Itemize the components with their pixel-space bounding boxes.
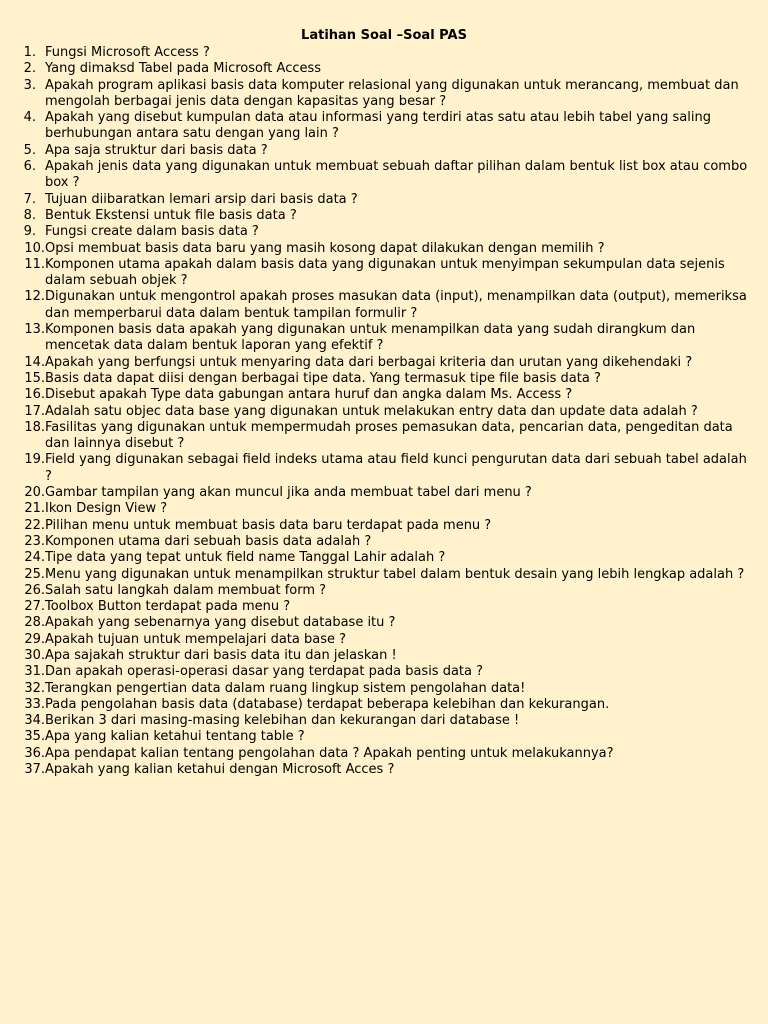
question-number: 26. xyxy=(24,582,45,598)
question-item xyxy=(20,746,748,762)
question-number: 8. xyxy=(23,207,36,223)
question-item xyxy=(20,648,748,664)
question-item xyxy=(20,729,748,745)
question-number: 35. xyxy=(24,729,45,745)
question-number: 28. xyxy=(24,615,45,631)
question-text: Salah satu langkah dalam membuat form ? xyxy=(45,582,327,598)
question-text: Yang dimaksd Tabel pada Microsoft Access xyxy=(45,61,322,77)
question-number: 31. xyxy=(24,664,45,680)
question-text: Disebut apakah Type data gabungan antara huruf dan angka dalam Ms. Access ? xyxy=(45,387,573,403)
question-item xyxy=(20,567,748,583)
question-text: Komponen basis data apakah yang digunakan untuk menampilkan data yang sudah dirangkum dan mencetak data dalam bentuk laporan yang efektif ? xyxy=(45,322,696,354)
question-item xyxy=(20,192,748,208)
question-text: Apakah program aplikasi basis data komputer relasional yang digunakan untuk merancang, membuat dan mengolah berbagai jenis data dengan kapasitas yang besar ? xyxy=(45,77,739,109)
question-number: 3. xyxy=(23,77,36,93)
question-text: Dan apakah operasi-operasi dasar yang terdapat pada basis data ? xyxy=(45,664,484,680)
question-text: Berikan 3 dari masing-masing kelebihan dan kekurangan dari database ! xyxy=(45,713,520,729)
question-item xyxy=(20,159,748,192)
question-number: 18. xyxy=(24,419,45,435)
question-item xyxy=(20,697,748,713)
question-item xyxy=(20,289,748,322)
question-item xyxy=(20,387,748,403)
question-text: Apa yang kalian ketahui tentang table ? xyxy=(45,729,305,745)
question-number: 4. xyxy=(23,110,36,126)
question-number: 1. xyxy=(23,45,36,60)
question-text: Gambar tampilan yang akan muncul jika anda membuat tabel dari menu ? xyxy=(45,485,532,501)
question-item xyxy=(20,550,748,566)
question-text: Terangkan pengertian data dalam ruang lingkup sistem pengolahan data! xyxy=(45,680,526,696)
question-item xyxy=(20,485,748,501)
question-number: 9. xyxy=(23,224,36,240)
document-title: Latihan Soal –Soal PAS xyxy=(301,28,467,43)
question-item xyxy=(20,599,748,615)
question-text: Bentuk Ekstensi untuk file basis data ? xyxy=(45,207,297,223)
question-item xyxy=(20,208,748,224)
question-item xyxy=(20,518,748,534)
question-text: Apa sajakah struktur dari basis data itu dan jelaskan ! xyxy=(45,647,397,663)
question-item xyxy=(20,241,748,257)
question-item xyxy=(20,355,748,371)
question-text: Pilihan menu untuk membuat basis data baru terdapat pada menu ? xyxy=(45,517,492,533)
question-text: Fungsi Microsoft Access ? xyxy=(45,45,210,60)
question-item xyxy=(20,452,748,485)
question-number: 22. xyxy=(24,517,45,533)
question-number: 27. xyxy=(24,599,45,615)
question-number: 6. xyxy=(23,159,36,175)
question-list xyxy=(20,45,748,778)
question-text: Apakah yang berfungsi untuk menyaring data dari berbagai kriteria dan urutan yang dikehendaki ? xyxy=(45,354,693,370)
question-text: Komponen utama dari sebuah basis data adalah ? xyxy=(45,533,372,549)
question-item xyxy=(20,762,748,778)
question-number: 30. xyxy=(24,647,45,663)
question-item xyxy=(20,78,748,111)
question-text: Opsi membuat basis data baru yang masih kosong dapat dilakukan dengan memilih ? xyxy=(45,240,605,256)
question-number: 12. xyxy=(24,289,45,305)
question-number: 2. xyxy=(23,61,36,77)
question-item xyxy=(20,224,748,240)
question-text: Field yang digunakan sebagai field indeks utama atau field kunci pengurutan data dari sebuah tabel adalah ? xyxy=(45,452,747,484)
question-number: 14. xyxy=(24,354,45,370)
question-text: Toolbox Button terdapat pada menu ? xyxy=(45,599,291,615)
question-number: 11. xyxy=(24,256,45,272)
question-item xyxy=(20,615,748,631)
question-item xyxy=(20,713,748,729)
question-number: 16. xyxy=(24,387,45,403)
question-text: Komponen utama apakah dalam basis data yang digunakan untuk menyimpan sekumpulan data sejenis dalam sebuah objek ? xyxy=(45,256,725,289)
question-text: Digunakan untuk mengontrol apakah proses masukan data (input), menampilkan data (output), memeriksa dan memperbarui data dalam bentuk tampilan formulir ? xyxy=(45,289,747,321)
question-text: Apakah yang sebenarnya yang disebut database itu ? xyxy=(45,615,396,631)
question-number: 34. xyxy=(24,713,45,729)
question-item xyxy=(20,404,748,420)
question-number: 7. xyxy=(23,191,36,207)
question-number: 5. xyxy=(23,142,36,158)
question-item xyxy=(20,61,748,77)
question-number: 33. xyxy=(24,696,45,712)
question-number: 15. xyxy=(24,370,45,386)
question-text: Adalah satu objec data base yang digunakan untuk melakukan entry data dan update data adalah ? xyxy=(45,403,698,419)
question-item xyxy=(20,257,748,290)
question-text: Ikon Design View ? xyxy=(45,501,168,517)
question-text: Fasilitas yang digunakan untuk mempermudah proses pemasukan data, pencarian data, pengeditan data dan lainnya disebut ? xyxy=(45,419,733,452)
question-number: 13. xyxy=(24,322,45,338)
question-item xyxy=(20,143,748,159)
question-text: Apakah jenis data yang digunakan untuk membuat sebuah daftar pilihan dalam bentuk list box atau combo box ? xyxy=(45,159,748,191)
question-number: 24. xyxy=(24,550,45,566)
question-number: 29. xyxy=(24,631,45,647)
question-item xyxy=(20,664,748,680)
question-text: Apakah yang kalian ketahui dengan Microsoft Acces ? xyxy=(45,762,395,778)
question-item xyxy=(20,371,748,387)
question-number: 21. xyxy=(24,501,45,517)
question-item xyxy=(20,501,748,517)
question-item xyxy=(20,534,748,550)
question-number: 37. xyxy=(24,762,45,778)
question-number: 25. xyxy=(24,566,45,582)
question-number: 23. xyxy=(24,533,45,549)
question-item xyxy=(20,110,748,143)
question-number: 32. xyxy=(24,680,45,696)
question-text: Pada pengolahan basis data (database) terdapat beberapa kelebihan dan kekurangan. xyxy=(45,696,610,712)
question-text: Fungsi create dalam basis data ? xyxy=(45,224,259,240)
question-number: 20. xyxy=(24,485,45,501)
question-number: 17. xyxy=(24,403,45,419)
question-text: Menu yang digunakan untuk menampilkan struktur tabel dalam bentuk desain yang lebih lengkap adalah ? xyxy=(45,566,745,582)
question-item xyxy=(20,681,748,697)
question-text: Basis data dapat diisi dengan berbagai tipe data. Yang termasuk tipe file basis data ? xyxy=(45,370,601,386)
question-text: Apakah tujuan untuk mempelajari data base ? xyxy=(45,631,347,647)
question-item xyxy=(20,322,748,355)
question-text: Tujuan diibaratkan lemari arsip dari basis data ? xyxy=(45,191,358,207)
question-item xyxy=(20,583,748,599)
question-number: 36. xyxy=(24,745,45,761)
question-number: 19. xyxy=(24,452,45,468)
question-number: 10. xyxy=(24,240,45,256)
question-text: Apakah yang disebut kumpulan data atau informasi yang terdiri atas satu atau lebih tabel yang saling berhubungan antara satu dengan yang lain ? xyxy=(45,110,711,142)
question-text: Apa saja struktur dari basis data ? xyxy=(45,142,268,158)
question-text: Tipe data yang tepat untuk field name Tanggal Lahir adalah ? xyxy=(45,550,446,566)
question-item xyxy=(20,632,748,648)
question-text: Apa pendapat kalian tentang pengolahan data ? Apakah penting untuk melakukannya? xyxy=(45,745,614,761)
question-item xyxy=(20,420,748,453)
question-item xyxy=(20,45,748,61)
